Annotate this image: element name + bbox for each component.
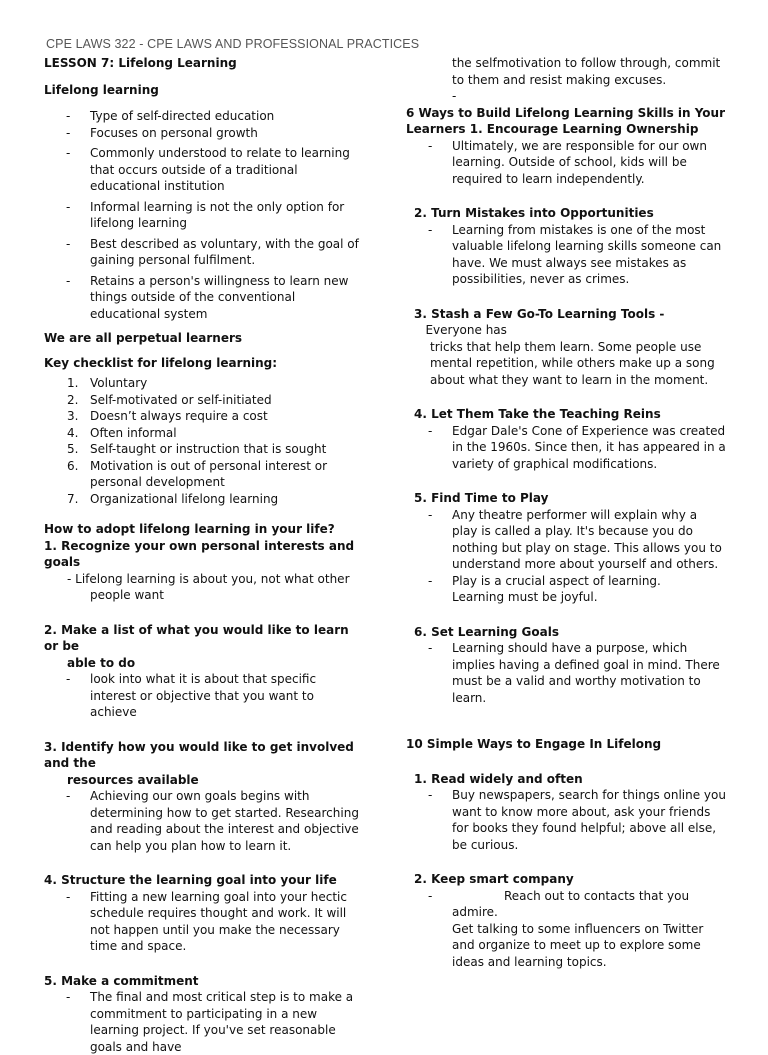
step2-title: 2. Make a list of what you would like to learn or be — [44, 622, 349, 653]
six-ways-heading: 6 Ways to Build Lifelong Learning Skills in Your — [406, 105, 726, 120]
six-ways-heading-cont: Learners 1. Encourage Learning Ownership — [406, 122, 699, 136]
list-item: - Retains a person's willingness to learn new things outside of the conventional educational system — [66, 273, 349, 321]
continuation-text: the selfmotivation to follow through, commit to them and resist making excuses. — [452, 56, 721, 87]
step1-title: 1. Recognize your own personal interests and goals — [44, 538, 355, 569]
perpetual-heading: We are all perpetual learners — [44, 331, 243, 345]
list-item: - Commonly understood to relate to learning that occurs outside of a traditional educational institution — [66, 146, 350, 193]
six-6-title: 6. Set Learning Goals — [414, 624, 559, 639]
ten-1-title: 1. Read widely and often — [414, 771, 583, 786]
list-item: - Edgar Dale's Cone of Experience was created in the 1960s. Since then, it has appeared in a variety of graphical modifications. — [428, 423, 726, 471]
six-3-text: Everyone has — [425, 323, 507, 337]
list-item: 6. Motivation is out of personal interest or personal development — [67, 458, 327, 489]
list-item: - Best described as voluntary, with the goal of gaining personal fulfilment. — [66, 236, 359, 267]
right-column — [406, 55, 726, 970]
step1-text-cont: people want — [90, 588, 164, 602]
list-item: - The final and most critical step is to make a commitment to participating in a new learning project. If you've set reasonable goals and have — [66, 990, 354, 1054]
list-item: 5. Self-taught or instruction that is sought — [67, 442, 327, 456]
list-item: - Buy newspapers, search for things online you want to know more about, ask your friends for books they found helpful; above all else, be curious. — [428, 788, 726, 852]
lifelong-bullet-list — [44, 108, 362, 322]
step3-title: 3. Identify how you would like to get involved and the — [44, 739, 354, 770]
six-4-title: 4. Let Them Take the Teaching Reins — [414, 407, 661, 421]
checklist-heading: Key checklist for lifelong learning: — [44, 355, 278, 370]
lifelong-heading: Lifelong learning — [44, 82, 159, 97]
step2-title-cont: able to do — [67, 655, 136, 670]
list-item: - Type of self-directed education — [66, 109, 275, 123]
step1-text: - Lifelong learning is about you, not what other — [67, 571, 350, 586]
list-item: - Fitting a new learning goal into your hectic schedule requires thought and work. It will not happen until you make the necessary time and space. — [66, 889, 347, 953]
ten-2-bullet-cont: Get talking to some influencers on Twitter and organize to meet up to explore some ideas and learning topics. — [452, 921, 704, 969]
adopt-heading: How to adopt lifelong learning in your life? — [44, 522, 335, 536]
list-item: - Any theatre performer will explain why a play is called a play. It's because you do nothing but play on stage. This allows you to understand more about yourself and others. — [428, 507, 722, 571]
list-item: - look into what it is about that specific interest or objective that you want to achieve — [66, 672, 317, 719]
six-3-title: 3. Stash a Few Go-To Learning Tools - — [414, 306, 665, 321]
list-item: - Achieving our own goals begins with determining how to get started. Researching and reading about the interest and objective can help you plan how to learn it. — [66, 789, 359, 853]
left-column — [44, 55, 362, 1055]
list-item: - Play is a crucial aspect of learning. — [428, 573, 661, 588]
six-5-bullet2-cont: Learning must be joyful. — [452, 590, 598, 604]
list-item: 2. Self-motivated or self-initiated — [67, 392, 272, 407]
step4-title: 4. Structure the learning goal into your life — [44, 873, 337, 887]
course-header: CPE LAWS 322 - CPE LAWS AND PROFESSIONAL PRACTICES — [46, 37, 420, 51]
six-3-text-cont: tricks that help them learn. Some people use mental repetition, while others make up a song about what they want to learn in the moment. — [430, 339, 715, 387]
step3-title-cont: resources available — [67, 772, 199, 787]
six-2-title: 2. Turn Mistakes into Opportunities — [414, 206, 654, 220]
list-item: 7. Organizational lifelong learning — [67, 491, 279, 506]
list-item: - Focuses on personal growth — [66, 125, 258, 140]
list-item: - Learning from mistakes is one of the most valuable lifelong learning skills someone can have. We must always see mistakes as possibilities, never as crimes. — [428, 222, 722, 286]
ten-ways-heading: 10 Simple Ways to Engage In Lifelong — [406, 737, 662, 751]
checklist — [44, 375, 362, 507]
list-item: - Learning should have a purpose, which implies having a defined goal in mind. There must be a valid and worthy motivation to learn. — [428, 641, 720, 705]
lesson-title: LESSON 7: Lifelong Learning — [44, 56, 237, 70]
step5-title: 5. Make a commitment — [44, 973, 199, 988]
list-item: - Reach out to contacts that you admire. — [428, 888, 690, 919]
six-3-line — [406, 306, 726, 339]
continuation-dash: - — [452, 89, 457, 103]
list-item: - Informal learning is not the only option for lifelong learning — [66, 199, 345, 230]
six-5-title: 5. Find Time to Play — [414, 491, 549, 505]
list-item: 3. Doesn’t always require a cost — [67, 409, 268, 423]
list-item: 1. Voluntary — [67, 376, 148, 390]
list-item: 4. Often informal — [67, 425, 177, 440]
ten-2-title: 2. Keep smart company — [414, 872, 574, 886]
list-item: - Ultimately, we are responsible for our own learning. Outside of school, kids will be required to learn independently. — [428, 138, 707, 186]
